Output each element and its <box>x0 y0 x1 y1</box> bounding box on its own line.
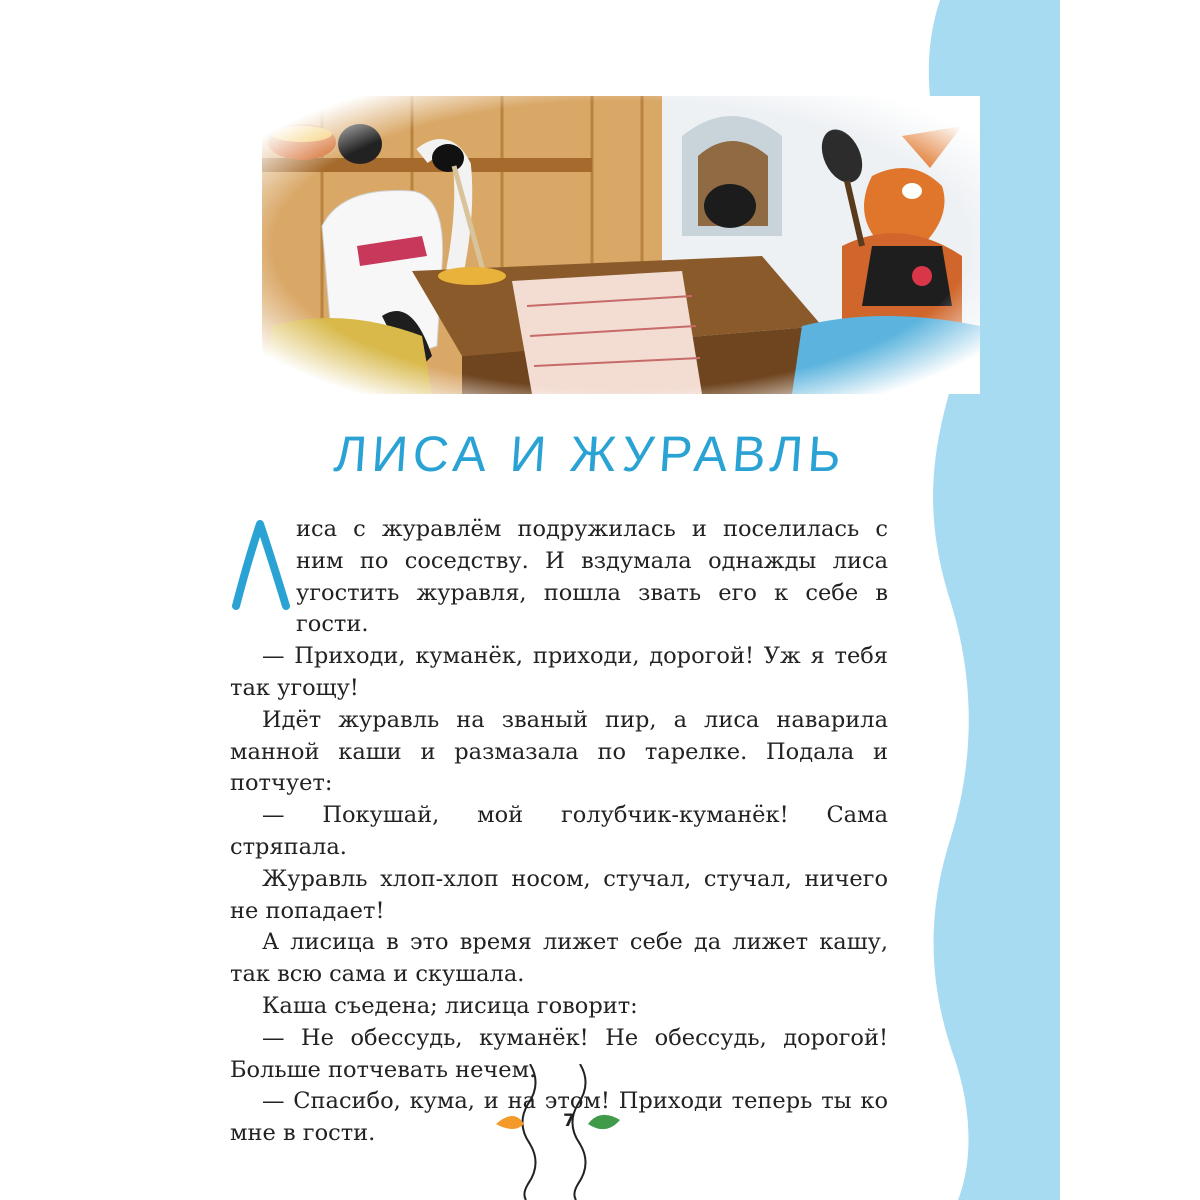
book-page <box>140 0 1060 1200</box>
paragraph: иса с журавлём подружилась и поселилась с ним по соседству. И вздумала однажды лиса угостить журавля, пошла звать его к себе в гости. <box>296 516 888 638</box>
orange-leaf-icon <box>496 1116 524 1129</box>
paragraph: — Приходи, куманёк, приходи, дорогой! Уж я тебя так угощу! <box>230 643 888 701</box>
paragraph: Каша съедена; лисица говорит: <box>262 992 638 1019</box>
green-leaf-icon <box>588 1115 620 1129</box>
crane-and-fox-illustration <box>262 96 980 394</box>
paragraph: Журавль хлоп-хлоп носом, стучал, стучал, ничего не попадает! <box>230 865 888 924</box>
paragraph: Идёт журавль на званый пир, а лиса наварила манной каши и размазала по тарелке. Подала и потчует: <box>230 706 888 797</box>
paragraph: — Не обессудь, куманёк! Не обессудь, дорогой! Больше потчевать нечем. <box>230 1024 888 1083</box>
paragraph: — Спасибо, кума, и на этом! Приходи теперь ты ко мне в гости. <box>230 1088 888 1147</box>
page-number-ornament <box>480 1064 630 1200</box>
page-title: ЛИСА И ЖУРАВЛЬ <box>332 426 848 482</box>
paragraph: А лисица в это время лижет себе да лижет кашу, так всю сама и скушала. <box>230 929 888 988</box>
paragraph: — Покушай, мой голубчик-куманёк! Сама стряпала. <box>230 802 888 860</box>
story-text <box>230 514 888 1150</box>
dropcap-letter-icon <box>228 520 292 612</box>
page-number: 7 <box>563 1111 575 1131</box>
